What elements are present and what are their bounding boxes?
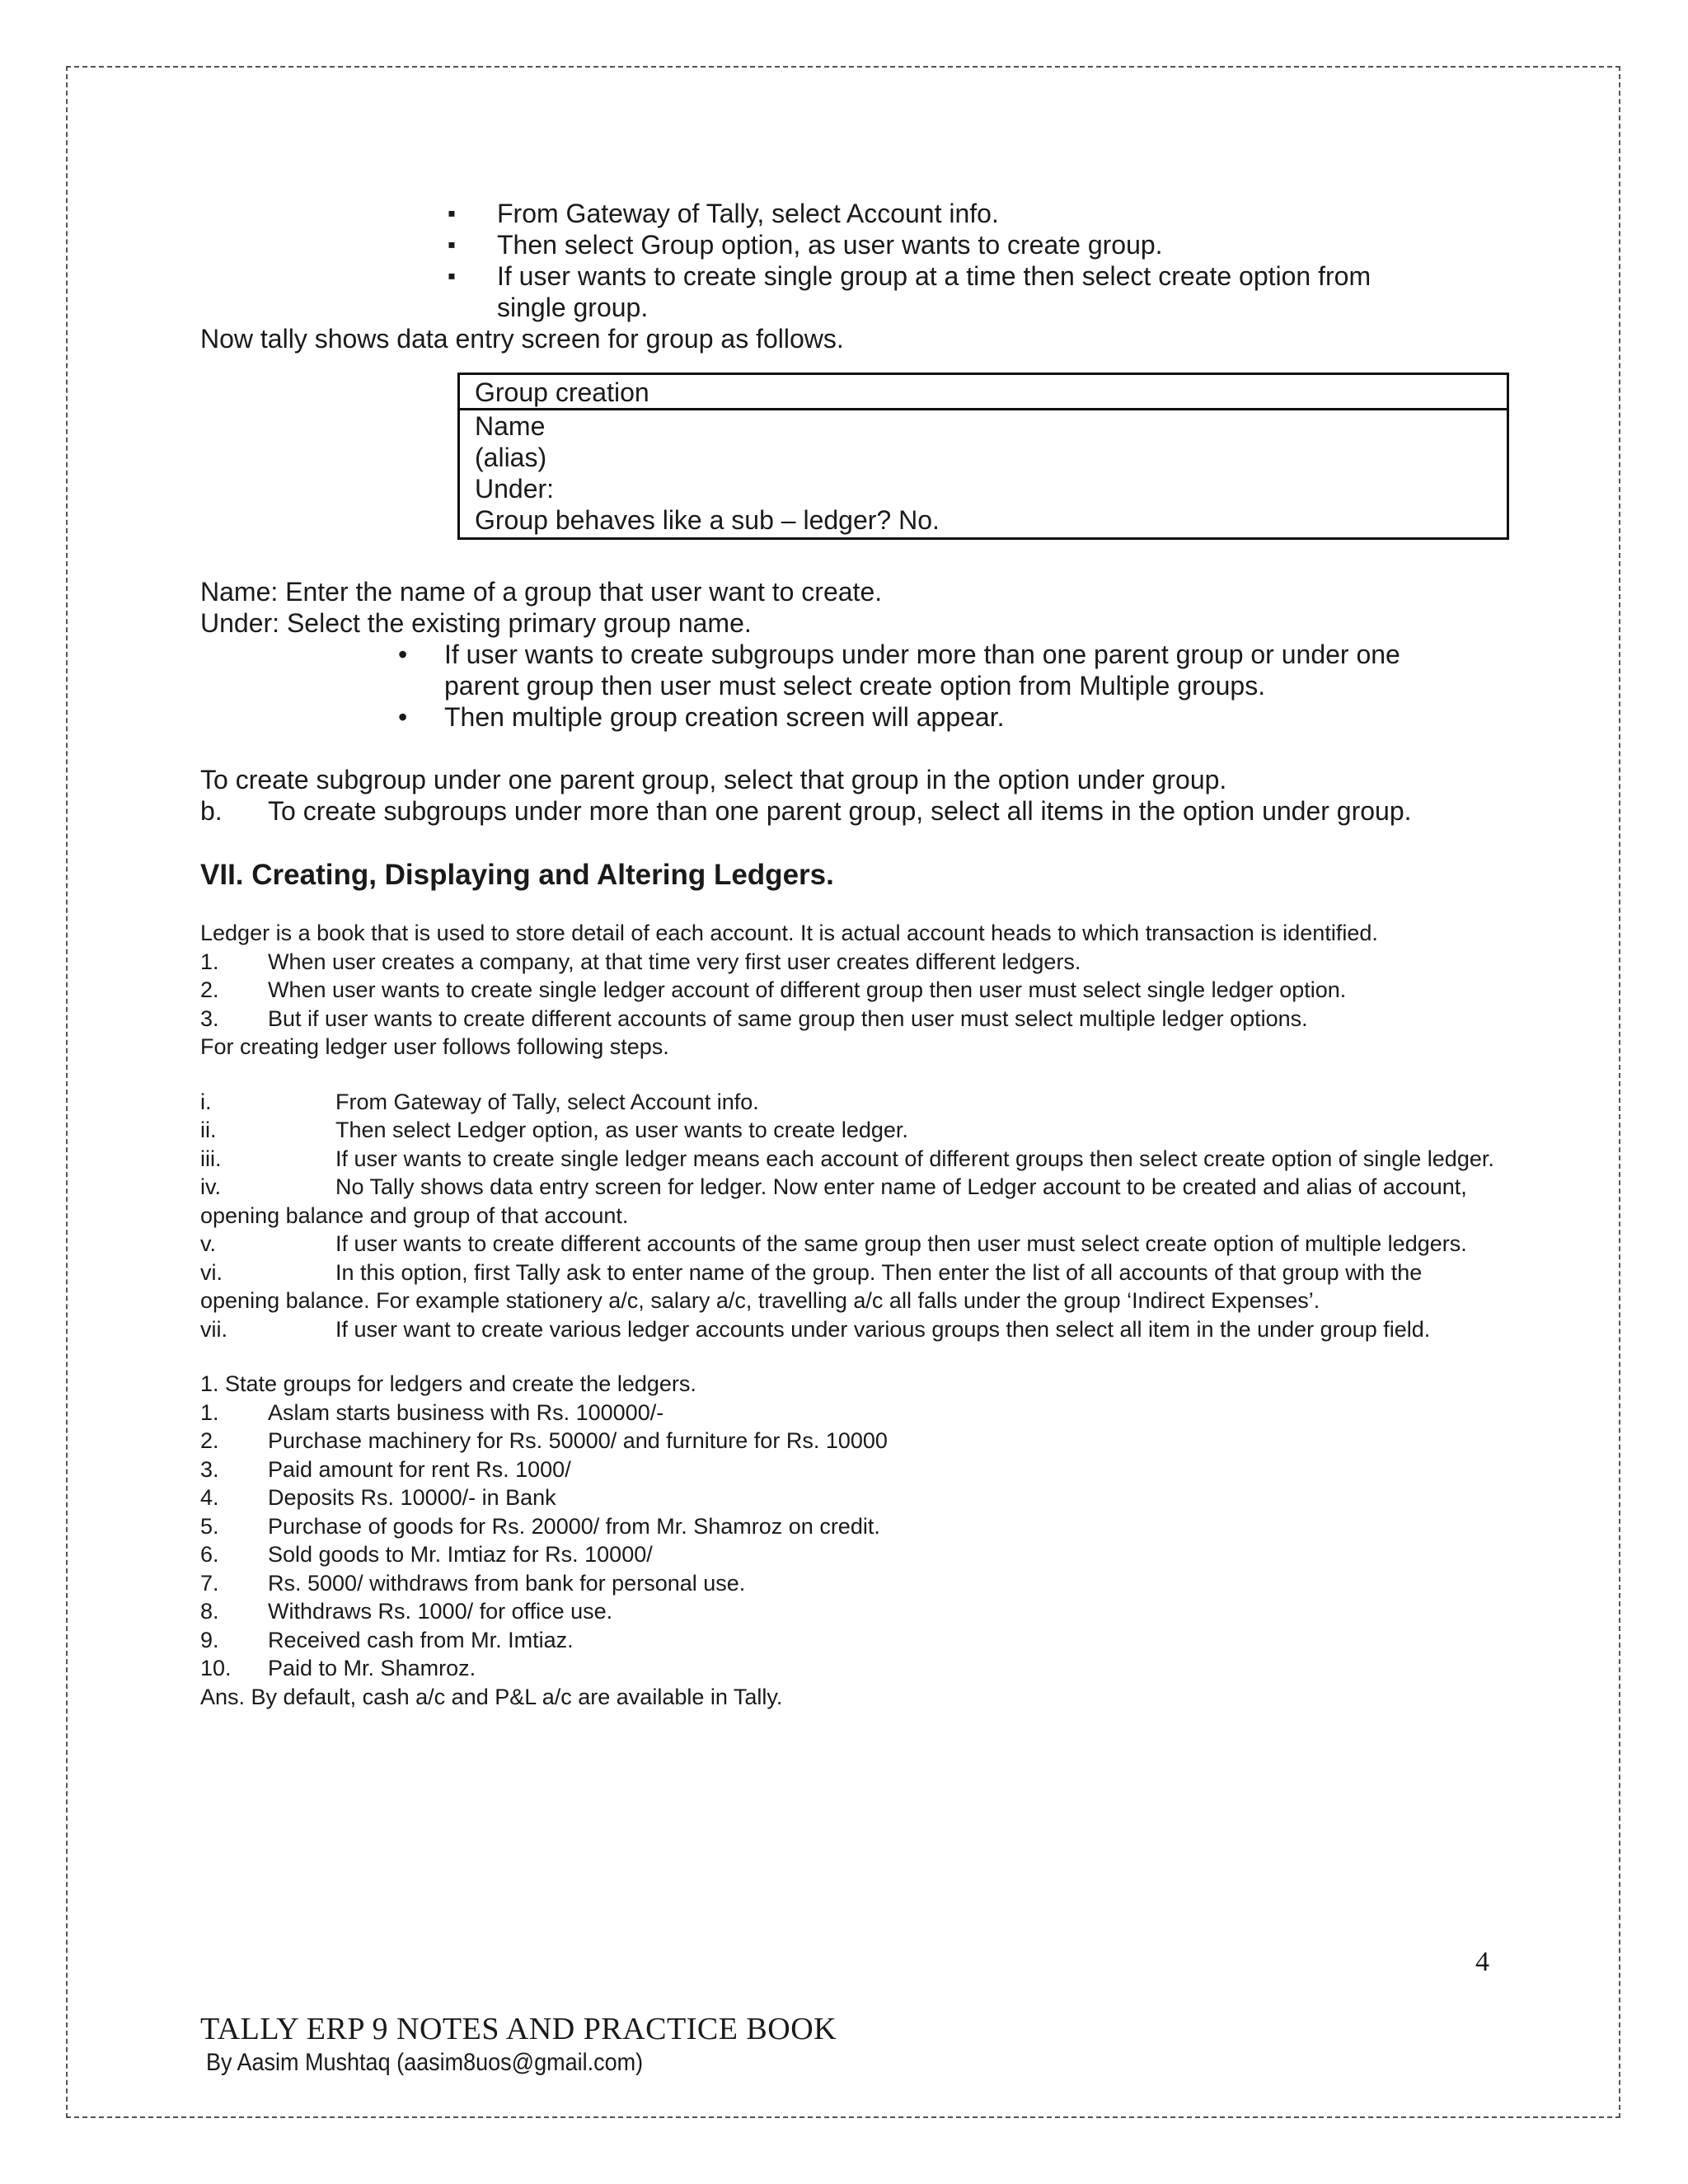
exercise-item bbox=[200, 1483, 1494, 1512]
list-number: 8. bbox=[200, 1599, 219, 1624]
exercise-item bbox=[200, 1626, 1494, 1655]
bullet-item: ▪ If user wants to create single group at a time then select create option from single group. bbox=[448, 260, 1404, 323]
list-number: b. bbox=[200, 796, 223, 826]
step-text: If user want to create various ledger accounts under various groups then select all item in the under group field. bbox=[335, 1316, 1431, 1342]
form-field-alias: (alias) bbox=[475, 443, 547, 472]
exercise-item bbox=[200, 1597, 1494, 1626]
exercise-item bbox=[200, 1540, 1494, 1569]
name-description: Name: Enter the name of a group that user want to create. bbox=[200, 577, 883, 607]
step-number: vii. bbox=[200, 1316, 227, 1342]
list-text: But if user wants to create different accounts of same group then user must select multiple ledger options. bbox=[268, 1005, 1308, 1031]
exercise-item bbox=[200, 1654, 1494, 1683]
form-field-name: Name bbox=[475, 411, 546, 441]
form-body bbox=[460, 410, 1507, 537]
footer-author: By Aasim Mushtaq (aasim8uos@gmail.com) bbox=[206, 2049, 644, 2076]
exercise-title: 1. State groups for ledgers and create the ledgers. bbox=[200, 1371, 696, 1396]
step-number: iv. bbox=[200, 1174, 221, 1199]
list-number: 1. bbox=[200, 949, 219, 974]
subgroup-line-b bbox=[200, 795, 1494, 827]
list-text: To create subgroups under more than one parent group, select all items in the option under group. bbox=[268, 796, 1412, 826]
page-content bbox=[200, 198, 1494, 1711]
ledger-intro: Ledger is a book that is used to store detail of each account. It is actual account heads to which transaction is identified. bbox=[200, 921, 1378, 945]
list-number: 2. bbox=[200, 977, 219, 1002]
exercise-item bbox=[200, 1427, 1494, 1455]
list-number: 10. bbox=[200, 1656, 232, 1680]
list-item bbox=[200, 976, 1494, 1005]
list-number: 4. bbox=[200, 1485, 219, 1510]
step-item bbox=[200, 1315, 1494, 1344]
step-text: In this option, first Tally ask to enter name of the group. Then enter the list of all accounts of that group with the opening balance. For example stationery a/c, salary a/c, travelling a/c all falls under the group ‘Indirect Expenses’. bbox=[200, 1259, 1423, 1313]
intro-line: Now tally shows data entry screen for group as follows. bbox=[200, 324, 844, 354]
step-number: v. bbox=[200, 1231, 216, 1256]
list-item bbox=[200, 948, 1494, 977]
list-text: When user creates a company, at that time very first user creates different ledgers. bbox=[268, 949, 1081, 974]
step-number: vi. bbox=[200, 1259, 223, 1285]
list-number: 5. bbox=[200, 1513, 219, 1539]
group-creation-form bbox=[457, 373, 1509, 540]
list-number: 2. bbox=[200, 1428, 219, 1453]
step-item bbox=[200, 1088, 1494, 1117]
list-text: Paid to Mr. Shamroz. bbox=[268, 1656, 476, 1680]
list-number: 3. bbox=[200, 1005, 219, 1031]
section-heading: VII. Creating, Displaying and Altering Ledgers. bbox=[200, 859, 834, 891]
step-text: From Gateway of Tally, select Account info. bbox=[335, 1089, 759, 1114]
list-text: Withdraws Rs. 1000/ for office use. bbox=[268, 1599, 613, 1624]
list-text: Deposits Rs. 10000/- in Bank bbox=[268, 1485, 556, 1510]
page-number: 4 bbox=[1475, 1947, 1489, 1977]
list-text: Rs. 5000/ withdraws from bank for personal use. bbox=[268, 1570, 746, 1596]
list-text: When user wants to create single ledger account of different group then user must select single ledger option. bbox=[268, 977, 1347, 1002]
list-number: 9. bbox=[200, 1627, 219, 1652]
step-number: iii. bbox=[200, 1146, 222, 1171]
steps-intro: For creating ledger user follows following steps. bbox=[200, 1034, 669, 1059]
step-text: Then select Ledger option, as user wants to create ledger. bbox=[335, 1118, 908, 1142]
answer-line: Ans. By default, cash a/c and P&L a/c are available in Tally. bbox=[200, 1684, 783, 1709]
list-text: Sold goods to Mr. Imtiaz for Rs. 10000/ bbox=[268, 1542, 653, 1567]
step-item bbox=[200, 1258, 1494, 1315]
step-text: No Tally shows data entry screen for ledger. Now enter name of Ledger account to be created and alias of account, opening balance and group of that account. bbox=[200, 1174, 1467, 1228]
list-number: 6. bbox=[200, 1542, 219, 1567]
list-number: 3. bbox=[200, 1456, 219, 1482]
list-number: 1. bbox=[200, 1399, 219, 1425]
step-number: i. bbox=[200, 1089, 212, 1114]
exercise-item bbox=[200, 1512, 1494, 1541]
bullet-item: ▪ From Gateway of Tally, select Account info. bbox=[448, 198, 1494, 229]
step-number: ii. bbox=[200, 1118, 217, 1142]
step-item bbox=[200, 1230, 1494, 1258]
form-title: Group creation bbox=[460, 375, 1507, 410]
list-number: 7. bbox=[200, 1570, 219, 1596]
form-field-under: Under: bbox=[475, 474, 555, 504]
list-text: Received cash from Mr. Imtiaz. bbox=[268, 1627, 574, 1652]
exercise-item bbox=[200, 1399, 1494, 1427]
step-item bbox=[200, 1173, 1494, 1230]
under-description: Under: Select the existing primary group name. bbox=[200, 608, 752, 638]
step-item bbox=[200, 1145, 1494, 1174]
step-text: If user wants to create different accounts of the same group then user must select create option of multiple ledgers. bbox=[335, 1231, 1467, 1256]
form-field-subledger: Group behaves like a sub – ledger? No. bbox=[475, 505, 940, 535]
bullet-item: • Then multiple group creation screen will appear. bbox=[395, 701, 1494, 733]
list-text: Aslam starts business with Rs. 100000/- bbox=[268, 1399, 664, 1425]
list-item bbox=[200, 1005, 1494, 1033]
subgroup-line-a: To create subgroup under one parent group, select that group in the option under group. bbox=[200, 765, 1227, 794]
bullet-item: • If user wants to create subgroups under more than one parent group or under one parent group then user must select create option from Multiple groups. bbox=[395, 639, 1458, 701]
footer-book-title: TALLY ERP 9 NOTES AND PRACTICE BOOK bbox=[200, 2012, 837, 2046]
step-item bbox=[200, 1116, 1494, 1145]
bullet-item: ▪ Then select Group option, as user wants to create group. bbox=[448, 229, 1494, 260]
exercise-item bbox=[200, 1455, 1494, 1484]
list-text: Purchase of goods for Rs. 20000/ from Mr. Shamroz on credit. bbox=[268, 1513, 880, 1539]
exercise-item bbox=[200, 1569, 1494, 1598]
list-text: Paid amount for rent Rs. 1000/ bbox=[268, 1456, 571, 1482]
step-text: If user wants to create single ledger means each account of different groups then select create option of single ledger. bbox=[335, 1146, 1494, 1171]
list-text: Purchase machinery for Rs. 50000/ and furniture for Rs. 10000 bbox=[268, 1428, 888, 1453]
